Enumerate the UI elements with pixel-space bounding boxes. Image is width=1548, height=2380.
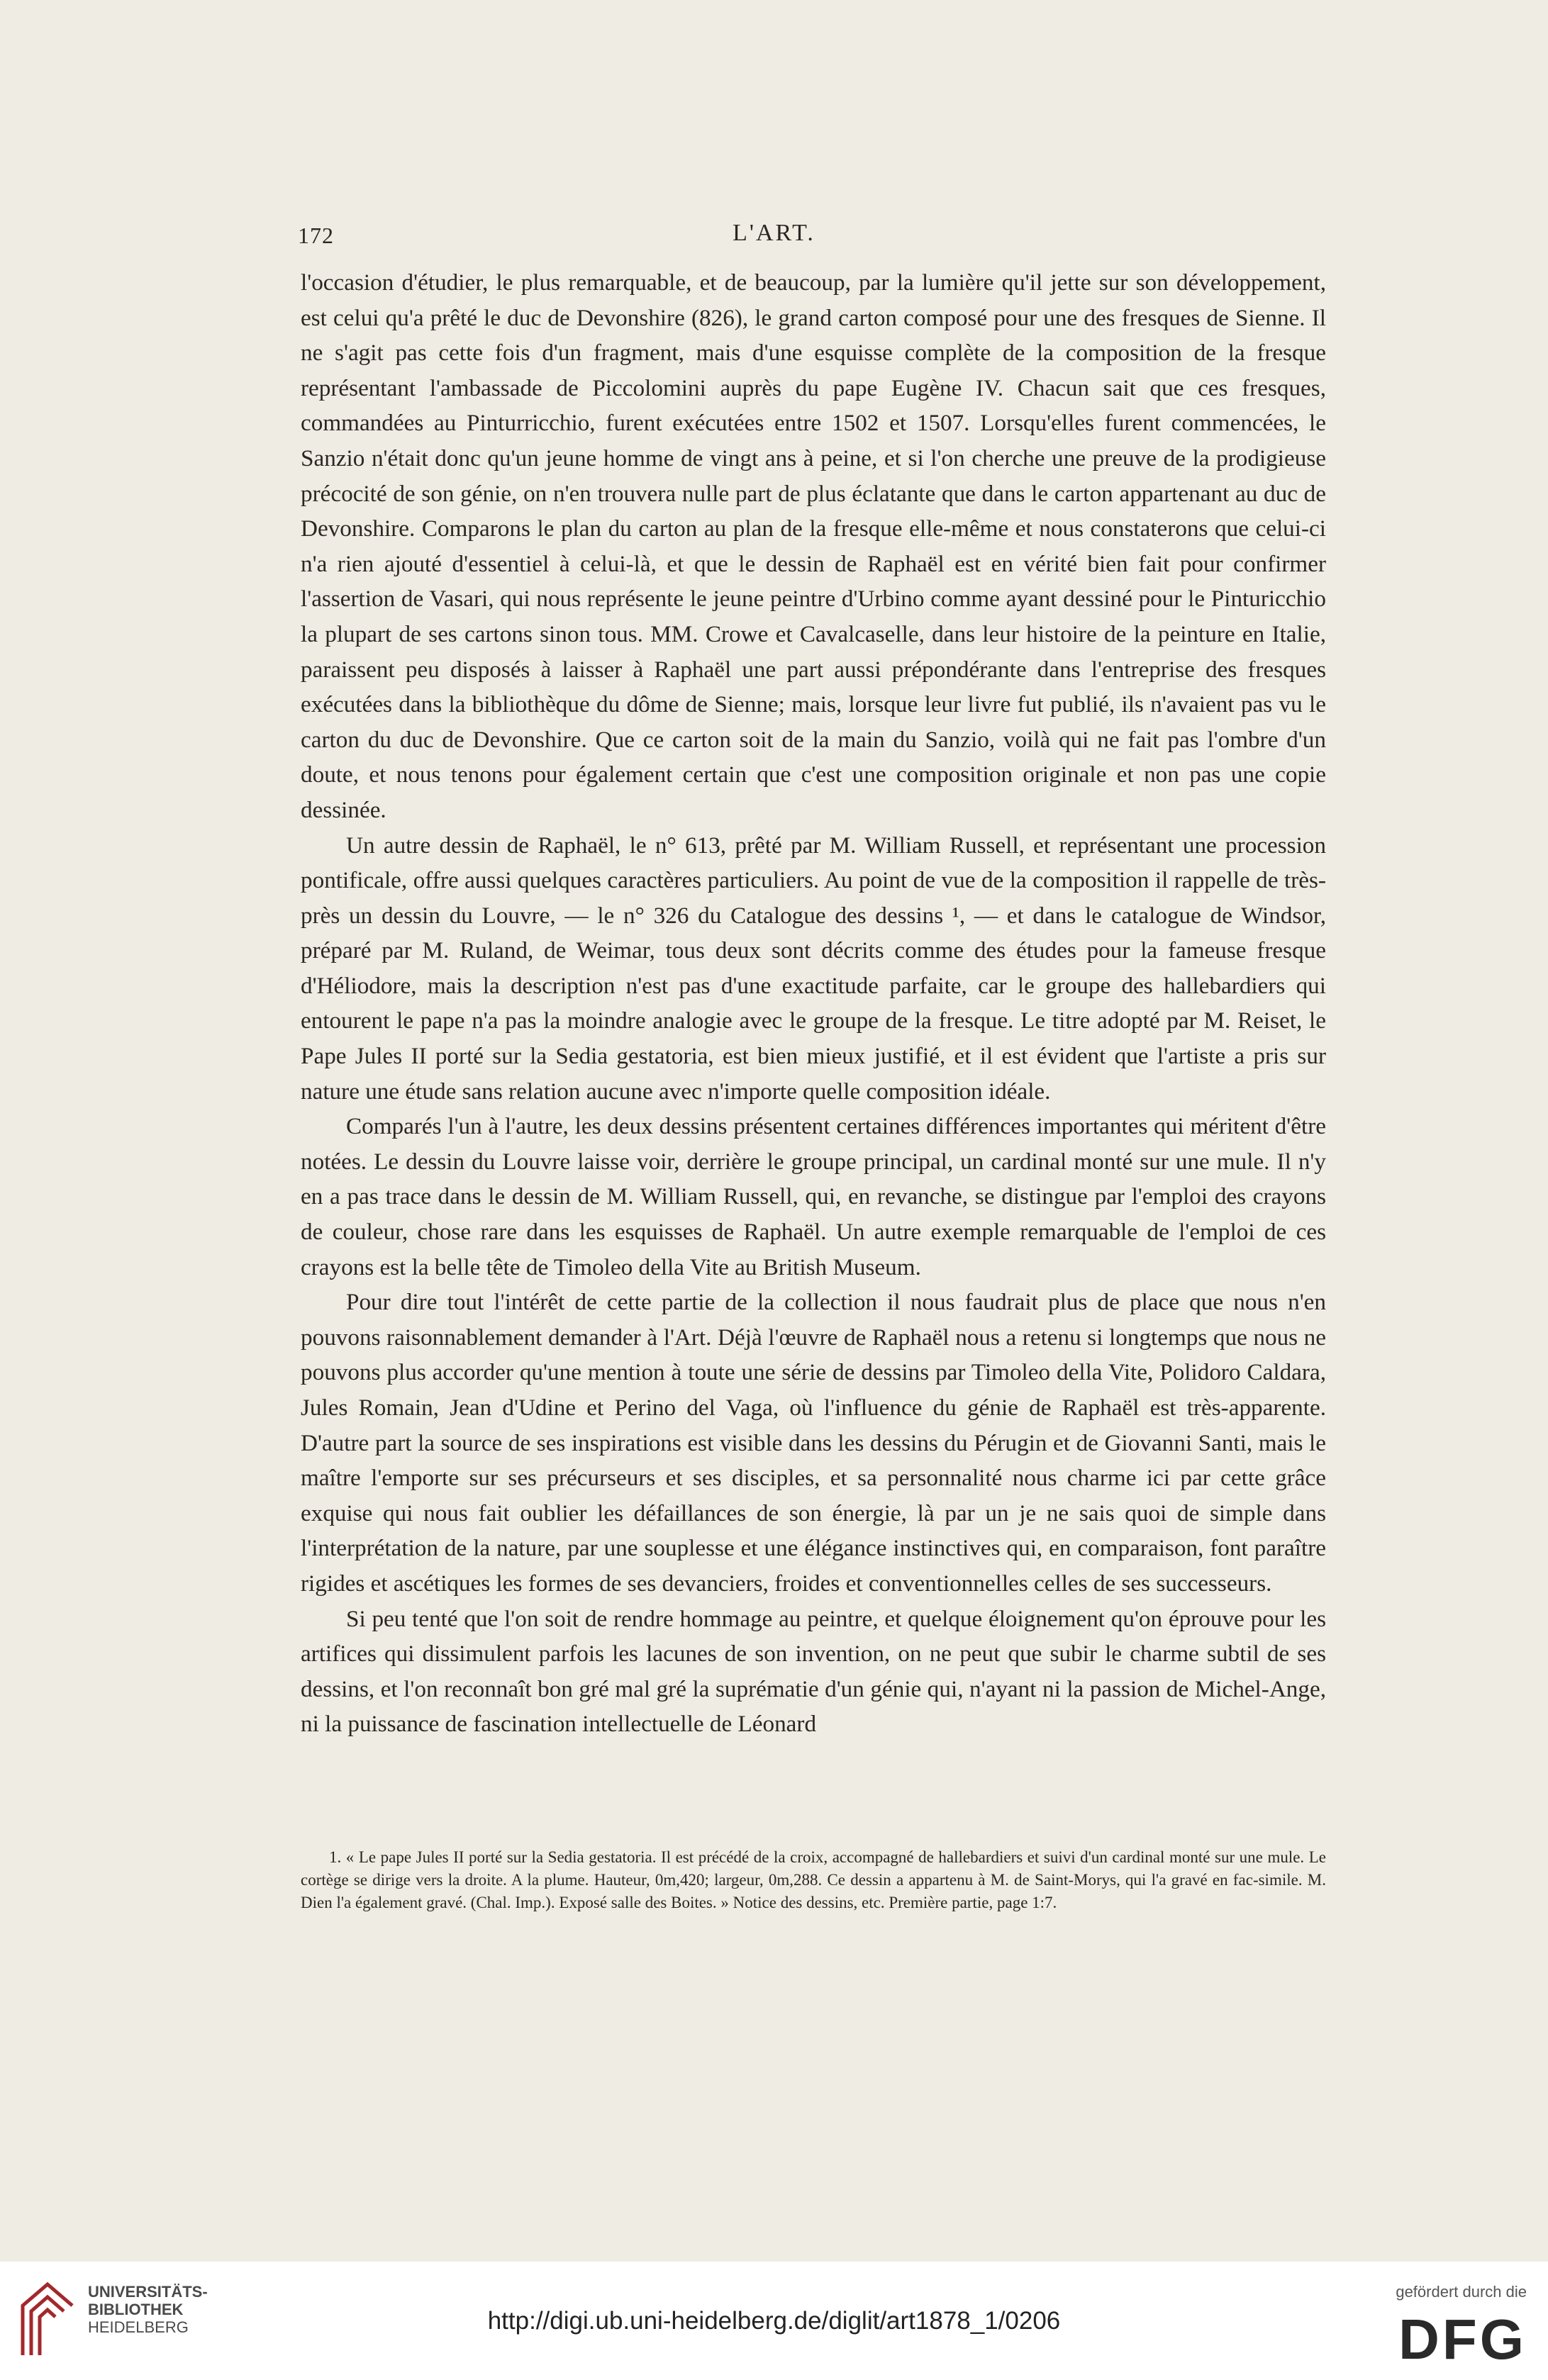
footnote: 1. « Le pape Jules II porté sur la Sedia gestatoria. Il est précédé de la croix, accompagné de hallebardiers et suivi d'un cardinal monté sur une mule. Le cortège se dirige vers la droite. A la plume. Hauteur, 0m,420; largeur, 0m,288. Ce dessin a appartenu à M. de Saint-Morys, qui l'a gravé en fac-simile. M. Dien l'a également gravé. (Chal. Imp.). Exposé salle des Boites. » Notice des dessins, etc. Première partie, page 1:7. (301, 1848, 1326, 1911)
digitization-footer (0, 2262, 1548, 2380)
dfg-logo: DFG (1398, 2308, 1527, 2371)
paragraph-1: l'occasion d'étudier, le plus remarquable, et de beaucoup, par la lumière qu'il jette sur son développement, est celui qu'a prêté le duc de Devonshire (826), le grand carton composé pour une des fresques de Sienne. Il ne s'agit pas cette fois d'un fragment, mais d'une esquisse complète de la composition de la fresque représentant l'ambassade de Piccolomini auprès du pape Eugène IV. Chacun sait que ces fresques, commandées au Pinturricchio, furent exécutées entre 1502 et 1507. Lorsqu'elles furent commencées, le Sanzio n'était donc qu'un jeune homme de vingt ans à peine, et si l'on cherche une preuve de la prodigieuse précocité de son génie, on n'en trouvera nulle part de plus éclatante que dans le carton appartenant au duc de Devonshire. Comparons le plan du carton au plan de la fresque elle-même et nous constaterons que celui-ci n'a rien ajouté d'essentiel à celui-là, et que le dessin de Raphaël est en vérité bien fait pour confirmer l'assertion de Vasari, qui nous représente le jeune peintre d'Urbino comme ayant dessiné pour le Pinturicchio la plupart de ses cartons sinon tous. MM. Crowe et Cavalcaselle, dans leur histoire de la peinture en Italie, paraissent peu disposés à laisser à Raphaël une part aussi prépondérante dans l'entreprise des fresques exécutées dans la bibliothèque du dôme de Sienne; mais, lorsque leur livre fut publié, ils n'avaient pas vu le carton du duc de Devonshire. Que ce carton soit de la main du Sanzio, voilà qui ne fait pas l'ombre d'un doute, et nous tenons pour également certain que c'est une composition originale et non pas une copie dessinée. (301, 269, 1326, 823)
body-text (301, 265, 1326, 1742)
library-name-line-2: BIBLIOTHEK (88, 2301, 184, 2318)
library-name-line-3: HEIDELBERG (88, 2318, 189, 2336)
running-title: L'ART. (733, 220, 815, 246)
library-name-line-1: UNIVERSITÄTS- (88, 2283, 208, 2301)
paragraph-5: Si peu tenté que l'on soit de rendre hommage au peintre, et quelque éloignement qu'on éprouve pour les artifices qui dissimulent parfois les lacunes de son invention, on ne peut que subir le charme subtil de ses dessins, et l'on reconnaît bon gré mal gré la suprématie d'un génie qui, n'ayant ni la passion de Michel-Ange, ni la puissance de fascination intellectuelle de Léonard (301, 1605, 1326, 1738)
paragraph-2: Un autre dessin de Raphaël, le n° 613, prêté par M. William Russell, et représentant une procession pontificale, offre aussi quelques caractères particuliers. Au point de vue de la composition il rappelle de très-près un dessin du Louvre, — le n° 326 du Catalogue des dessins ¹, — et dans le catalogue de Windsor, préparé par M. Ruland, de Weimar, tous deux sont décrits comme des études pour la fameuse fresque d'Héliodore, mais la description n'est pas d'une exactitude parfaite, car le groupe des hallebardiers qui entourent le pape n'a pas la moindre analogie avec le groupe de la fresque. Le titre adopté par M. Reiset, le Pape Jules II porté sur la Sedia gestatoria, est bien mieux justifié, et il est évident que l'artiste a pris sur nature une étude sans relation aucune avec n'importe quelle composition idéale. (301, 832, 1326, 1105)
paragraph-4: Pour dire tout l'intérêt de cette partie de la collection il nous faudrait plus de place que nous n'en pouvons raisonnablement demander à l'Art. Déjà l'œuvre de Raphaël nous a retenu si longtemps que nous ne pouvons plus accorder qu'une mention à toute une série de dessins par Timoleo della Vite, Polidoro Caldara, Jules Romain, Jean d'Udine et Perino del Vaga, où l'influence du génie de Raphaël est très-apparente. D'autre part la source de ses inspirations est visible dans les dessins du Pérugin et de Giovanni Santi, mais le maître l'emporte sur ses précurseurs et ses disciples, et sa personnalité nous charme ici par cette grâce exquise qui nous fait oublier les défaillances de son énergie, là par un je ne sais quoi de simple dans l'interprétation de la nature, par une souplesse et une élégance instinctives qui, en comparaison, font paraître rigides et ascétiques les formes de ses devanciers, froides et conventionnelles celles de ses successeurs. (301, 1289, 1326, 1597)
funded-by-label: gefördert durch die (1396, 2283, 1527, 2301)
paragraph-3: Comparés l'un à l'autre, les deux dessins présentent certaines différences importantes qui méritent d'être notées. Le dessin du Louvre laisse voir, derrière le groupe principal, un cardinal monté sur une mule. Il n'y en a pas trace dans le dessin de M. William Russell, qui, en revanche, se distingue par l'emploi des crayons de couleur, chose rare dans les esquisses de Raphaël. Un autre exemple remarquable de l'emploi de ces crayons est la belle tête de Timoleo della Vite au British Museum. (301, 1113, 1326, 1280)
page-number: 172 (298, 223, 334, 248)
permalink-url[interactable]: http://digi.ub.uni-heidelberg.de/diglit/art1878_1/0206 (487, 2307, 1061, 2335)
